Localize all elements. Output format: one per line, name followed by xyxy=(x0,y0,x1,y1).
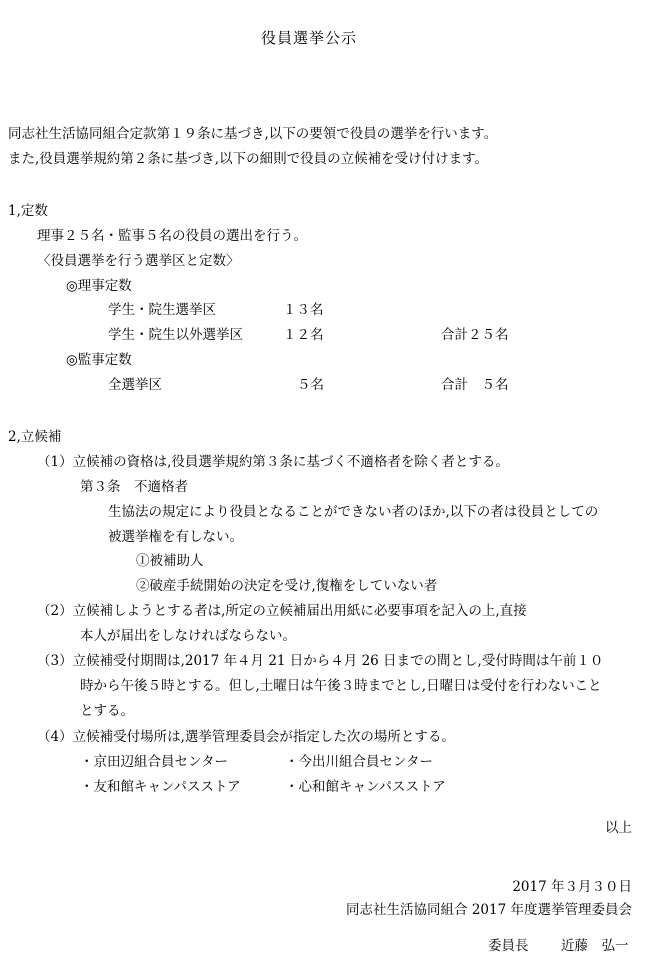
place-3: ・友和館キャンパスストア xyxy=(80,779,241,795)
item-3-line-3: とする。 xyxy=(80,703,134,719)
item-2-line-1: （2）立候補しようとする者は,所定の立候補届出用紙に必要事項を記入の上,直接 xyxy=(37,603,527,619)
organization: 同志社生活協同組合 2017 年度選挙管理委員会 xyxy=(346,902,632,918)
kanji-district: 全選挙区 xyxy=(108,377,162,393)
item-1-body-1: 生協法の規定により役員となることができない者のほか,以下の者は役員としての xyxy=(108,504,599,520)
riji-label: ◎理事定数 xyxy=(66,278,132,294)
kanji-total: 合計 ５名 xyxy=(441,377,509,393)
intro-line-2: また,役員選挙規約第２条に基づき,以下の細則で役員の立候補を受け付けます。 xyxy=(8,151,489,167)
kanji-count: ５名 xyxy=(297,377,324,393)
item-4-text: （4）立候補受付場所は,選挙管理委員会が指定した次の場所とする。 xyxy=(37,729,455,745)
place-4: ・心和館キャンパスストア xyxy=(285,779,446,795)
item-2-line-2: 本人が届出をしなければならない。 xyxy=(80,628,296,644)
riji-total: 合計２５名 xyxy=(441,327,509,343)
riji-district-1: 学生・院生選挙区 xyxy=(108,302,216,318)
riji-count-2: １２名 xyxy=(283,327,324,343)
riji-district-2: 学生・院生以外選挙区 xyxy=(108,327,243,343)
signer-name: 近藤 弘一 xyxy=(561,938,629,954)
intro-line-1: 同志社生活協同組合定款第１９条に基づき,以下の要領で役員の選挙を行います。 xyxy=(8,126,498,142)
kanji-label: ◎監事定数 xyxy=(66,352,132,368)
place-2: ・今出川組合員センター xyxy=(285,754,433,770)
item-1-list-1: ①被補助人 xyxy=(136,553,204,569)
riji-count-1: １３名 xyxy=(283,302,324,318)
item-1-list-2: ②破産手続開始の決定を受け,復権をしていない者 xyxy=(136,578,438,594)
item-1-article: 第３条 不適格者 xyxy=(80,479,188,495)
section-1-subheading: 〈役員選挙を行う選挙区と定数〉 xyxy=(37,253,240,269)
section-1-heading: 1,定数 xyxy=(8,203,48,219)
section-2-heading: 2,立候補 xyxy=(8,429,62,445)
signer-role: 委員長 xyxy=(488,938,529,954)
item-1-text: （1）立候補の資格は,役員選挙規約第３条に基づく不適格者を除く者とする。 xyxy=(37,454,509,470)
item-3-line-2: 時から午後５時とする。但し,土曜日は午後３時までとし,日曜日は受付を行わないこと xyxy=(80,678,602,694)
place-1: ・京田辺組合員センター xyxy=(80,754,228,770)
item-1-body-2: 被選挙権を有しない。 xyxy=(108,529,243,545)
page-title: 役員選挙公示 xyxy=(261,29,358,47)
section-1-summary: 理事２５名・監事５名の役員の選出を行う。 xyxy=(37,228,307,244)
closing-mark: 以上 xyxy=(605,820,632,836)
date: 2017 年３月３０日 xyxy=(512,879,632,895)
item-3-line-1: （3）立候補受付期間は,2017 年４月 21 日から４月 26 日までの間とし,受付時間は午前１０ xyxy=(37,653,604,669)
